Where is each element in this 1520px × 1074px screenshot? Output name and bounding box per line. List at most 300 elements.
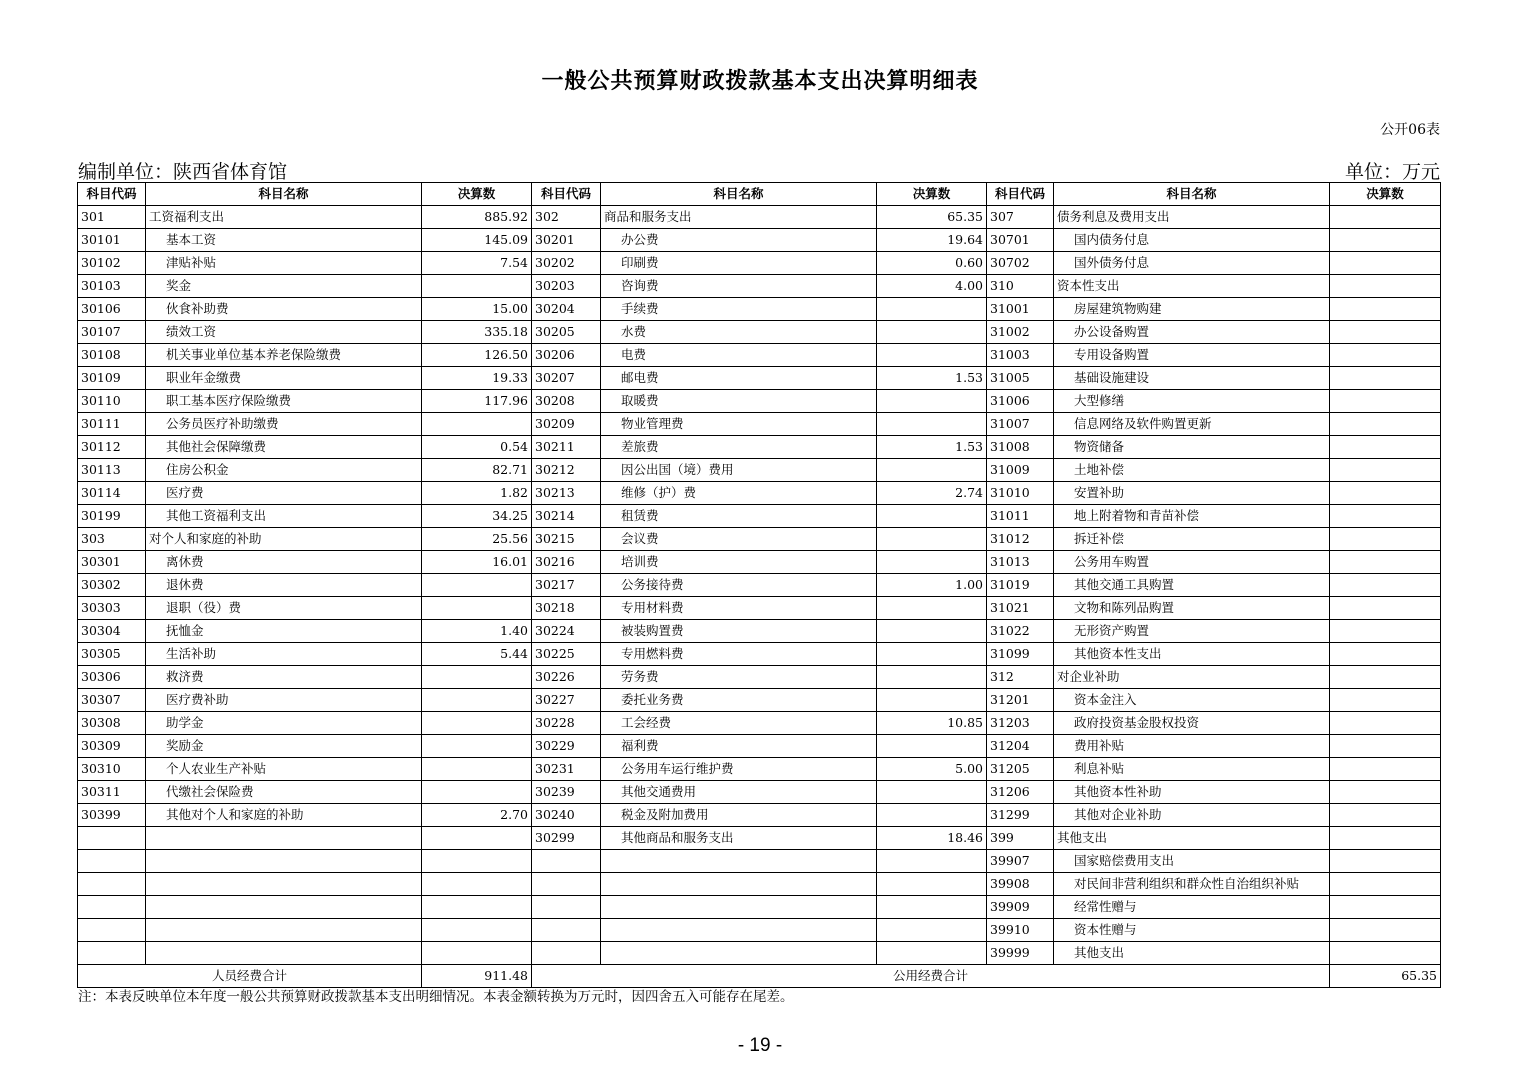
item-name: 劳务费 [601, 666, 877, 689]
item-name: 维修（护）费 [601, 482, 877, 505]
item-name: 对民间非营利组织和群众性自治组织补贴 [1054, 873, 1330, 896]
item-code: 30225 [532, 643, 601, 666]
item-name: 助学金 [146, 712, 422, 735]
item-code: 307 [987, 206, 1054, 229]
item-name: 信息网络及软件购置更新 [1054, 413, 1330, 436]
item-name: 伙食补助费 [146, 298, 422, 321]
item-code [78, 919, 146, 942]
item-amount [1330, 735, 1441, 758]
item-name: 安置补助 [1054, 482, 1330, 505]
table-row [78, 735, 1441, 758]
item-name: 会议费 [601, 528, 877, 551]
item-code: 302 [532, 206, 601, 229]
item-name: 职工基本医疗保险缴费 [146, 390, 422, 413]
item-name: 对个人和家庭的补助 [146, 528, 422, 551]
item-name: 资本金注入 [1054, 689, 1330, 712]
item-amount [1330, 551, 1441, 574]
header-name: 科目名称 [1054, 183, 1330, 206]
item-amount [877, 804, 987, 827]
footnote: 注：本表反映单位本年度一般公共预算财政拨款基本支出明细情况。本表金额转换为万元时，因四舍五入可能存在尾差。 [78, 989, 794, 1005]
item-amount: 145.09 [422, 229, 532, 252]
item-code: 39999 [987, 942, 1054, 965]
item-code: 30311 [78, 781, 146, 804]
item-amount: 335.18 [422, 321, 532, 344]
item-amount [877, 321, 987, 344]
item-name: 退职（役）费 [146, 597, 422, 620]
item-amount: 2.74 [877, 482, 987, 505]
item-code: 30229 [532, 735, 601, 758]
item-amount [1330, 436, 1441, 459]
item-name: 物资储备 [1054, 436, 1330, 459]
item-code: 30310 [78, 758, 146, 781]
item-name [146, 942, 422, 965]
item-name [146, 873, 422, 896]
item-code: 30213 [532, 482, 601, 505]
item-amount [877, 643, 987, 666]
org-unit: 编制单位：陕西省体育馆 [78, 161, 288, 183]
item-name: 基本工资 [146, 229, 422, 252]
item-name: 对企业补助 [1054, 666, 1330, 689]
item-amount [1330, 804, 1441, 827]
table-row [78, 344, 1441, 367]
table-row [78, 551, 1441, 574]
public-total-label: 公用经费合计 [532, 965, 1330, 988]
item-amount [1330, 459, 1441, 482]
item-code: 31009 [987, 459, 1054, 482]
item-code: 31008 [987, 436, 1054, 459]
item-code: 30231 [532, 758, 601, 781]
item-code: 30201 [532, 229, 601, 252]
item-amount [1330, 505, 1441, 528]
item-code: 30209 [532, 413, 601, 436]
item-amount [422, 827, 532, 850]
item-name: 绩效工资 [146, 321, 422, 344]
item-amount [422, 850, 532, 873]
item-amount [1330, 574, 1441, 597]
item-code: 39909 [987, 896, 1054, 919]
item-amount [422, 413, 532, 436]
item-amount [1330, 528, 1441, 551]
item-name: 国外债务付息 [1054, 252, 1330, 275]
item-amount [422, 735, 532, 758]
item-name: 公务接待费 [601, 574, 877, 597]
item-code: 30215 [532, 528, 601, 551]
header-code: 科目代码 [532, 183, 601, 206]
item-name: 地上附着物和青苗补偿 [1054, 505, 1330, 528]
item-code: 31007 [987, 413, 1054, 436]
item-code [532, 850, 601, 873]
item-amount [1330, 827, 1441, 850]
item-amount [1330, 620, 1441, 643]
item-amount [877, 413, 987, 436]
item-code: 30701 [987, 229, 1054, 252]
item-name: 电费 [601, 344, 877, 367]
item-code: 30208 [532, 390, 601, 413]
item-name: 医疗费补助 [146, 689, 422, 712]
item-amount [1330, 390, 1441, 413]
item-amount: 5.00 [877, 758, 987, 781]
table-row [78, 942, 1441, 965]
item-code: 30206 [532, 344, 601, 367]
item-amount [1330, 896, 1441, 919]
item-amount [877, 505, 987, 528]
item-code: 30114 [78, 482, 146, 505]
item-amount [877, 551, 987, 574]
item-name [601, 919, 877, 942]
item-name: 税金及附加费用 [601, 804, 877, 827]
item-name: 离休费 [146, 551, 422, 574]
item-amount: 19.33 [422, 367, 532, 390]
table-row [78, 528, 1441, 551]
item-name: 公务用车运行维护费 [601, 758, 877, 781]
item-code: 30305 [78, 643, 146, 666]
item-name: 咨询费 [601, 275, 877, 298]
item-code [78, 942, 146, 965]
item-code: 30207 [532, 367, 601, 390]
item-name [601, 873, 877, 896]
item-amount: 34.25 [422, 505, 532, 528]
item-code: 30227 [532, 689, 601, 712]
item-code: 30224 [532, 620, 601, 643]
item-amount [877, 459, 987, 482]
money-unit: 单位：万元 [1344, 161, 1440, 183]
item-amount [877, 689, 987, 712]
header-name: 科目名称 [601, 183, 877, 206]
item-amount [422, 275, 532, 298]
item-name: 其他对个人和家庭的补助 [146, 804, 422, 827]
item-amount: 1.40 [422, 620, 532, 643]
item-code: 30199 [78, 505, 146, 528]
page-number: - 19 - [737, 1035, 783, 1056]
item-code: 30216 [532, 551, 601, 574]
item-name: 商品和服务支出 [601, 206, 877, 229]
item-code: 31013 [987, 551, 1054, 574]
item-code: 30240 [532, 804, 601, 827]
item-amount: 10.85 [877, 712, 987, 735]
item-amount [422, 689, 532, 712]
item-name: 工资福利支出 [146, 206, 422, 229]
table-row [78, 896, 1441, 919]
item-name: 其他支出 [1054, 827, 1330, 850]
item-name: 其他对企业补助 [1054, 804, 1330, 827]
item-amount [1330, 689, 1441, 712]
table-row [78, 321, 1441, 344]
table-row [78, 390, 1441, 413]
item-code [78, 896, 146, 919]
item-name: 奖金 [146, 275, 422, 298]
item-name: 津贴补贴 [146, 252, 422, 275]
item-amount: 18.46 [877, 827, 987, 850]
item-name: 租赁费 [601, 505, 877, 528]
item-name: 国内债务付息 [1054, 229, 1330, 252]
item-code: 30228 [532, 712, 601, 735]
table-row [78, 620, 1441, 643]
header-amount: 决算数 [422, 183, 532, 206]
item-amount [877, 850, 987, 873]
table-row [78, 505, 1441, 528]
item-code: 31010 [987, 482, 1054, 505]
item-name: 利息补贴 [1054, 758, 1330, 781]
item-code: 30299 [532, 827, 601, 850]
item-code: 312 [987, 666, 1054, 689]
item-amount [1330, 206, 1441, 229]
item-name: 被装购置费 [601, 620, 877, 643]
item-code: 30211 [532, 436, 601, 459]
item-amount [1330, 919, 1441, 942]
item-amount [877, 942, 987, 965]
item-name: 培训费 [601, 551, 877, 574]
item-name: 国家赔偿费用支出 [1054, 850, 1330, 873]
header-code: 科目代码 [78, 183, 146, 206]
table-row [78, 643, 1441, 666]
item-name: 其他支出 [1054, 942, 1330, 965]
item-code [78, 850, 146, 873]
item-name: 医疗费 [146, 482, 422, 505]
table-header-row [78, 183, 1441, 206]
item-name: 基础设施建设 [1054, 367, 1330, 390]
item-code: 31201 [987, 689, 1054, 712]
item-code: 39910 [987, 919, 1054, 942]
item-code: 30218 [532, 597, 601, 620]
item-name: 土地补偿 [1054, 459, 1330, 482]
item-amount: 15.00 [422, 298, 532, 321]
item-name [601, 942, 877, 965]
table-row [78, 597, 1441, 620]
item-amount: 1.53 [877, 367, 987, 390]
page-title: 一般公共预算财政拨款基本支出决算明细表 [541, 68, 979, 94]
item-code: 31206 [987, 781, 1054, 804]
item-amount [877, 620, 987, 643]
item-name: 无形资产购置 [1054, 620, 1330, 643]
item-code: 30205 [532, 321, 601, 344]
item-amount: 25.56 [422, 528, 532, 551]
item-amount [422, 597, 532, 620]
item-amount [1330, 413, 1441, 436]
item-amount: 1.82 [422, 482, 532, 505]
item-code [532, 919, 601, 942]
item-amount [422, 712, 532, 735]
item-amount [422, 666, 532, 689]
item-amount [1330, 666, 1441, 689]
item-name: 其他交通工具购置 [1054, 574, 1330, 597]
item-amount [1330, 597, 1441, 620]
item-name: 救济费 [146, 666, 422, 689]
item-amount: 65.35 [877, 206, 987, 229]
item-code [532, 942, 601, 965]
item-amount [877, 919, 987, 942]
header-amount: 决算数 [1330, 183, 1441, 206]
item-code: 30308 [78, 712, 146, 735]
header-amount: 决算数 [877, 183, 987, 206]
item-name: 水费 [601, 321, 877, 344]
item-amount [877, 597, 987, 620]
item-code: 399 [987, 827, 1054, 850]
item-code: 30113 [78, 459, 146, 482]
item-name: 专用燃料费 [601, 643, 877, 666]
item-code: 30306 [78, 666, 146, 689]
item-code: 31005 [987, 367, 1054, 390]
table-row [78, 666, 1441, 689]
item-code [532, 873, 601, 896]
item-name: 专用材料费 [601, 597, 877, 620]
item-name: 其他资本性支出 [1054, 643, 1330, 666]
item-code: 31205 [987, 758, 1054, 781]
item-name: 工会经费 [601, 712, 877, 735]
item-name: 资本性赠与 [1054, 919, 1330, 942]
item-name: 手续费 [601, 298, 877, 321]
table-row [78, 413, 1441, 436]
item-amount [877, 781, 987, 804]
item-code: 39908 [987, 873, 1054, 896]
item-name: 资本性支出 [1054, 275, 1330, 298]
item-amount: 0.54 [422, 436, 532, 459]
item-name: 公务用车购置 [1054, 551, 1330, 574]
item-code: 30102 [78, 252, 146, 275]
table-row [78, 850, 1441, 873]
item-amount [877, 735, 987, 758]
item-code: 310 [987, 275, 1054, 298]
item-amount [1330, 321, 1441, 344]
item-amount [1330, 873, 1441, 896]
item-code: 30307 [78, 689, 146, 712]
item-amount [877, 528, 987, 551]
item-name: 其他资本性补助 [1054, 781, 1330, 804]
item-amount [422, 919, 532, 942]
table-row [78, 919, 1441, 942]
item-name: 其他商品和服务支出 [601, 827, 877, 850]
item-amount [1330, 252, 1441, 275]
item-code: 30212 [532, 459, 601, 482]
item-amount [1330, 344, 1441, 367]
personnel-total-value: 911.48 [422, 965, 532, 988]
item-amount: 1.00 [877, 574, 987, 597]
form-number: 公开06表 [1380, 122, 1440, 138]
item-code: 31204 [987, 735, 1054, 758]
item-amount: 4.00 [877, 275, 987, 298]
table-row [78, 206, 1441, 229]
item-code: 31299 [987, 804, 1054, 827]
item-code: 30202 [532, 252, 601, 275]
item-amount: 7.54 [422, 252, 532, 275]
item-amount: 0.60 [877, 252, 987, 275]
item-name: 债务利息及费用支出 [1054, 206, 1330, 229]
table-row [78, 436, 1441, 459]
item-name: 拆迁补偿 [1054, 528, 1330, 551]
table-row [78, 781, 1441, 804]
item-code: 30108 [78, 344, 146, 367]
item-code: 30106 [78, 298, 146, 321]
table-row [78, 482, 1441, 505]
table-body [78, 206, 1441, 965]
item-amount: 885.92 [422, 206, 532, 229]
item-code: 31006 [987, 390, 1054, 413]
item-code: 30103 [78, 275, 146, 298]
item-code: 30399 [78, 804, 146, 827]
item-name [146, 896, 422, 919]
item-code [532, 896, 601, 919]
item-code [78, 873, 146, 896]
item-code: 31019 [987, 574, 1054, 597]
item-name: 退休费 [146, 574, 422, 597]
item-code: 31012 [987, 528, 1054, 551]
table-row [78, 459, 1441, 482]
item-amount [1330, 482, 1441, 505]
item-code: 31011 [987, 505, 1054, 528]
item-name: 印刷费 [601, 252, 877, 275]
item-name: 房屋建筑物购建 [1054, 298, 1330, 321]
item-name: 办公费 [601, 229, 877, 252]
item-amount [422, 873, 532, 896]
item-amount [422, 758, 532, 781]
item-name: 其他社会保障缴费 [146, 436, 422, 459]
item-name: 文物和陈列品购置 [1054, 597, 1330, 620]
item-code: 30217 [532, 574, 601, 597]
item-code [78, 827, 146, 850]
table-row [78, 689, 1441, 712]
item-name: 公务员医疗补助缴费 [146, 413, 422, 436]
item-amount [422, 942, 532, 965]
item-name [146, 919, 422, 942]
item-name: 福利费 [601, 735, 877, 758]
table-row [78, 873, 1441, 896]
item-name: 大型修缮 [1054, 390, 1330, 413]
item-code: 31002 [987, 321, 1054, 344]
item-code: 30110 [78, 390, 146, 413]
item-code: 30301 [78, 551, 146, 574]
item-code: 30101 [78, 229, 146, 252]
item-code: 31021 [987, 597, 1054, 620]
item-amount [1330, 643, 1441, 666]
item-amount [1330, 712, 1441, 735]
item-code: 31022 [987, 620, 1054, 643]
item-amount: 82.71 [422, 459, 532, 482]
item-amount [422, 781, 532, 804]
item-amount: 1.53 [877, 436, 987, 459]
item-code: 30203 [532, 275, 601, 298]
item-amount [422, 574, 532, 597]
item-name: 因公出国（境）费用 [601, 459, 877, 482]
item-name: 政府投资基金股权投资 [1054, 712, 1330, 735]
header-name: 科目名称 [146, 183, 422, 206]
personnel-total-label: 人员经费合计 [78, 965, 422, 988]
table-row [78, 827, 1441, 850]
table-row [78, 804, 1441, 827]
item-amount [877, 896, 987, 919]
item-amount: 2.70 [422, 804, 532, 827]
item-code: 31003 [987, 344, 1054, 367]
item-amount: 126.50 [422, 344, 532, 367]
item-code: 31099 [987, 643, 1054, 666]
item-name [146, 850, 422, 873]
item-name [601, 850, 877, 873]
item-code: 30309 [78, 735, 146, 758]
item-amount: 5.44 [422, 643, 532, 666]
item-code: 30303 [78, 597, 146, 620]
item-code: 31203 [987, 712, 1054, 735]
item-amount: 117.96 [422, 390, 532, 413]
item-amount [1330, 229, 1441, 252]
table-row [78, 758, 1441, 781]
item-code: 30702 [987, 252, 1054, 275]
item-code: 30214 [532, 505, 601, 528]
item-amount [877, 873, 987, 896]
item-name: 取暖费 [601, 390, 877, 413]
item-code: 31001 [987, 298, 1054, 321]
item-amount [1330, 367, 1441, 390]
item-amount [877, 390, 987, 413]
item-code: 39907 [987, 850, 1054, 873]
item-code: 303 [78, 528, 146, 551]
